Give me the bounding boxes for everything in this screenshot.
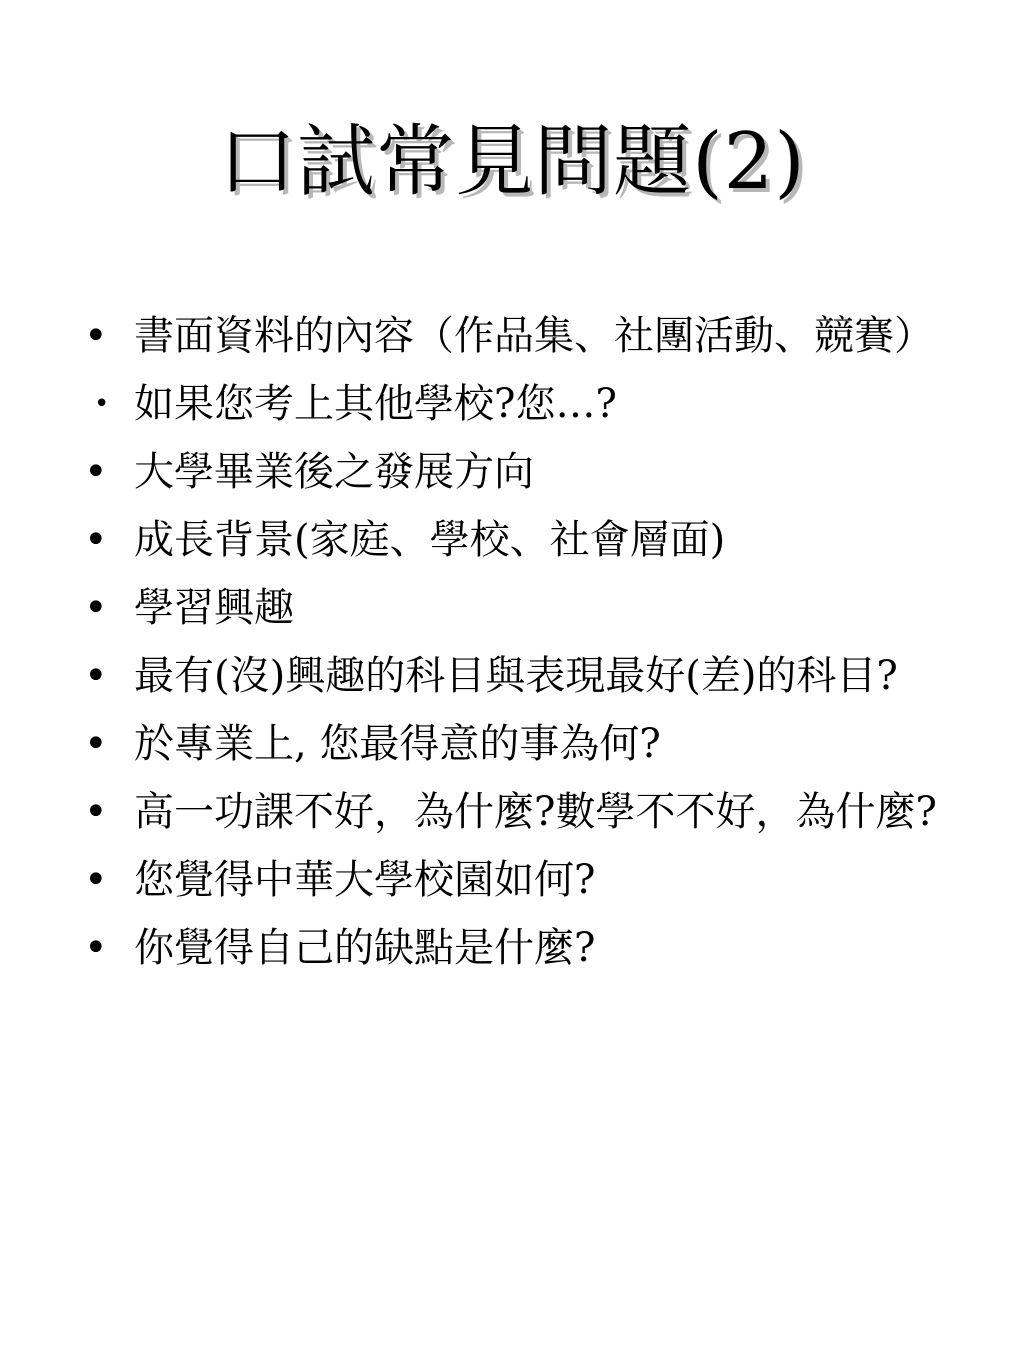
bullet-marker: •	[84, 789, 108, 835]
bullet-item	[78, 310, 938, 362]
bullet-marker: •	[84, 517, 108, 563]
bullet-item	[78, 650, 938, 702]
bullet-marker: •	[84, 925, 108, 971]
bullet-item	[78, 582, 938, 634]
bullet-item	[78, 854, 938, 906]
bullet-item	[78, 378, 938, 430]
bullet-text: 學習興趣	[134, 585, 294, 631]
bullet-item	[78, 446, 938, 498]
bullet-item	[78, 514, 938, 566]
bullet-text: 高一功課不好，為什麼?數學不不好，為什麼?	[134, 789, 937, 835]
bullet-text: 您覺得中華大學校園如何?	[134, 857, 596, 903]
bullet-text: 於專業上, 您最得意的事為何?	[134, 721, 661, 767]
bullet-item	[78, 786, 938, 838]
bullet-marker: •	[94, 389, 110, 419]
bullet-list	[78, 310, 938, 990]
bullet-marker: •	[84, 585, 108, 631]
slide-title: 口試常見問題(2)	[218, 117, 806, 207]
bullet-text: 大學畢業後之發展方向	[134, 449, 534, 495]
bullet-item	[78, 922, 938, 974]
bullet-item	[78, 718, 938, 770]
bullet-text: 如果您考上其他學校?您…?	[134, 381, 617, 427]
bullet-text: 成長背景(家庭、學校、社會層面)	[134, 517, 726, 563]
bullet-marker: •	[84, 857, 108, 903]
bullet-marker: •	[84, 721, 108, 767]
bullet-marker: •	[84, 313, 108, 359]
bullet-marker: •	[84, 653, 108, 699]
bullet-text: 書面資料的內容（作品集、社團活動、競賽）	[134, 313, 934, 359]
bullet-marker: •	[84, 449, 108, 495]
bullet-text: 最有(沒)興趣的科目與表現最好(差)的科目?	[134, 653, 898, 699]
bullet-text: 你覺得自己的缺點是什麼?	[134, 925, 596, 971]
